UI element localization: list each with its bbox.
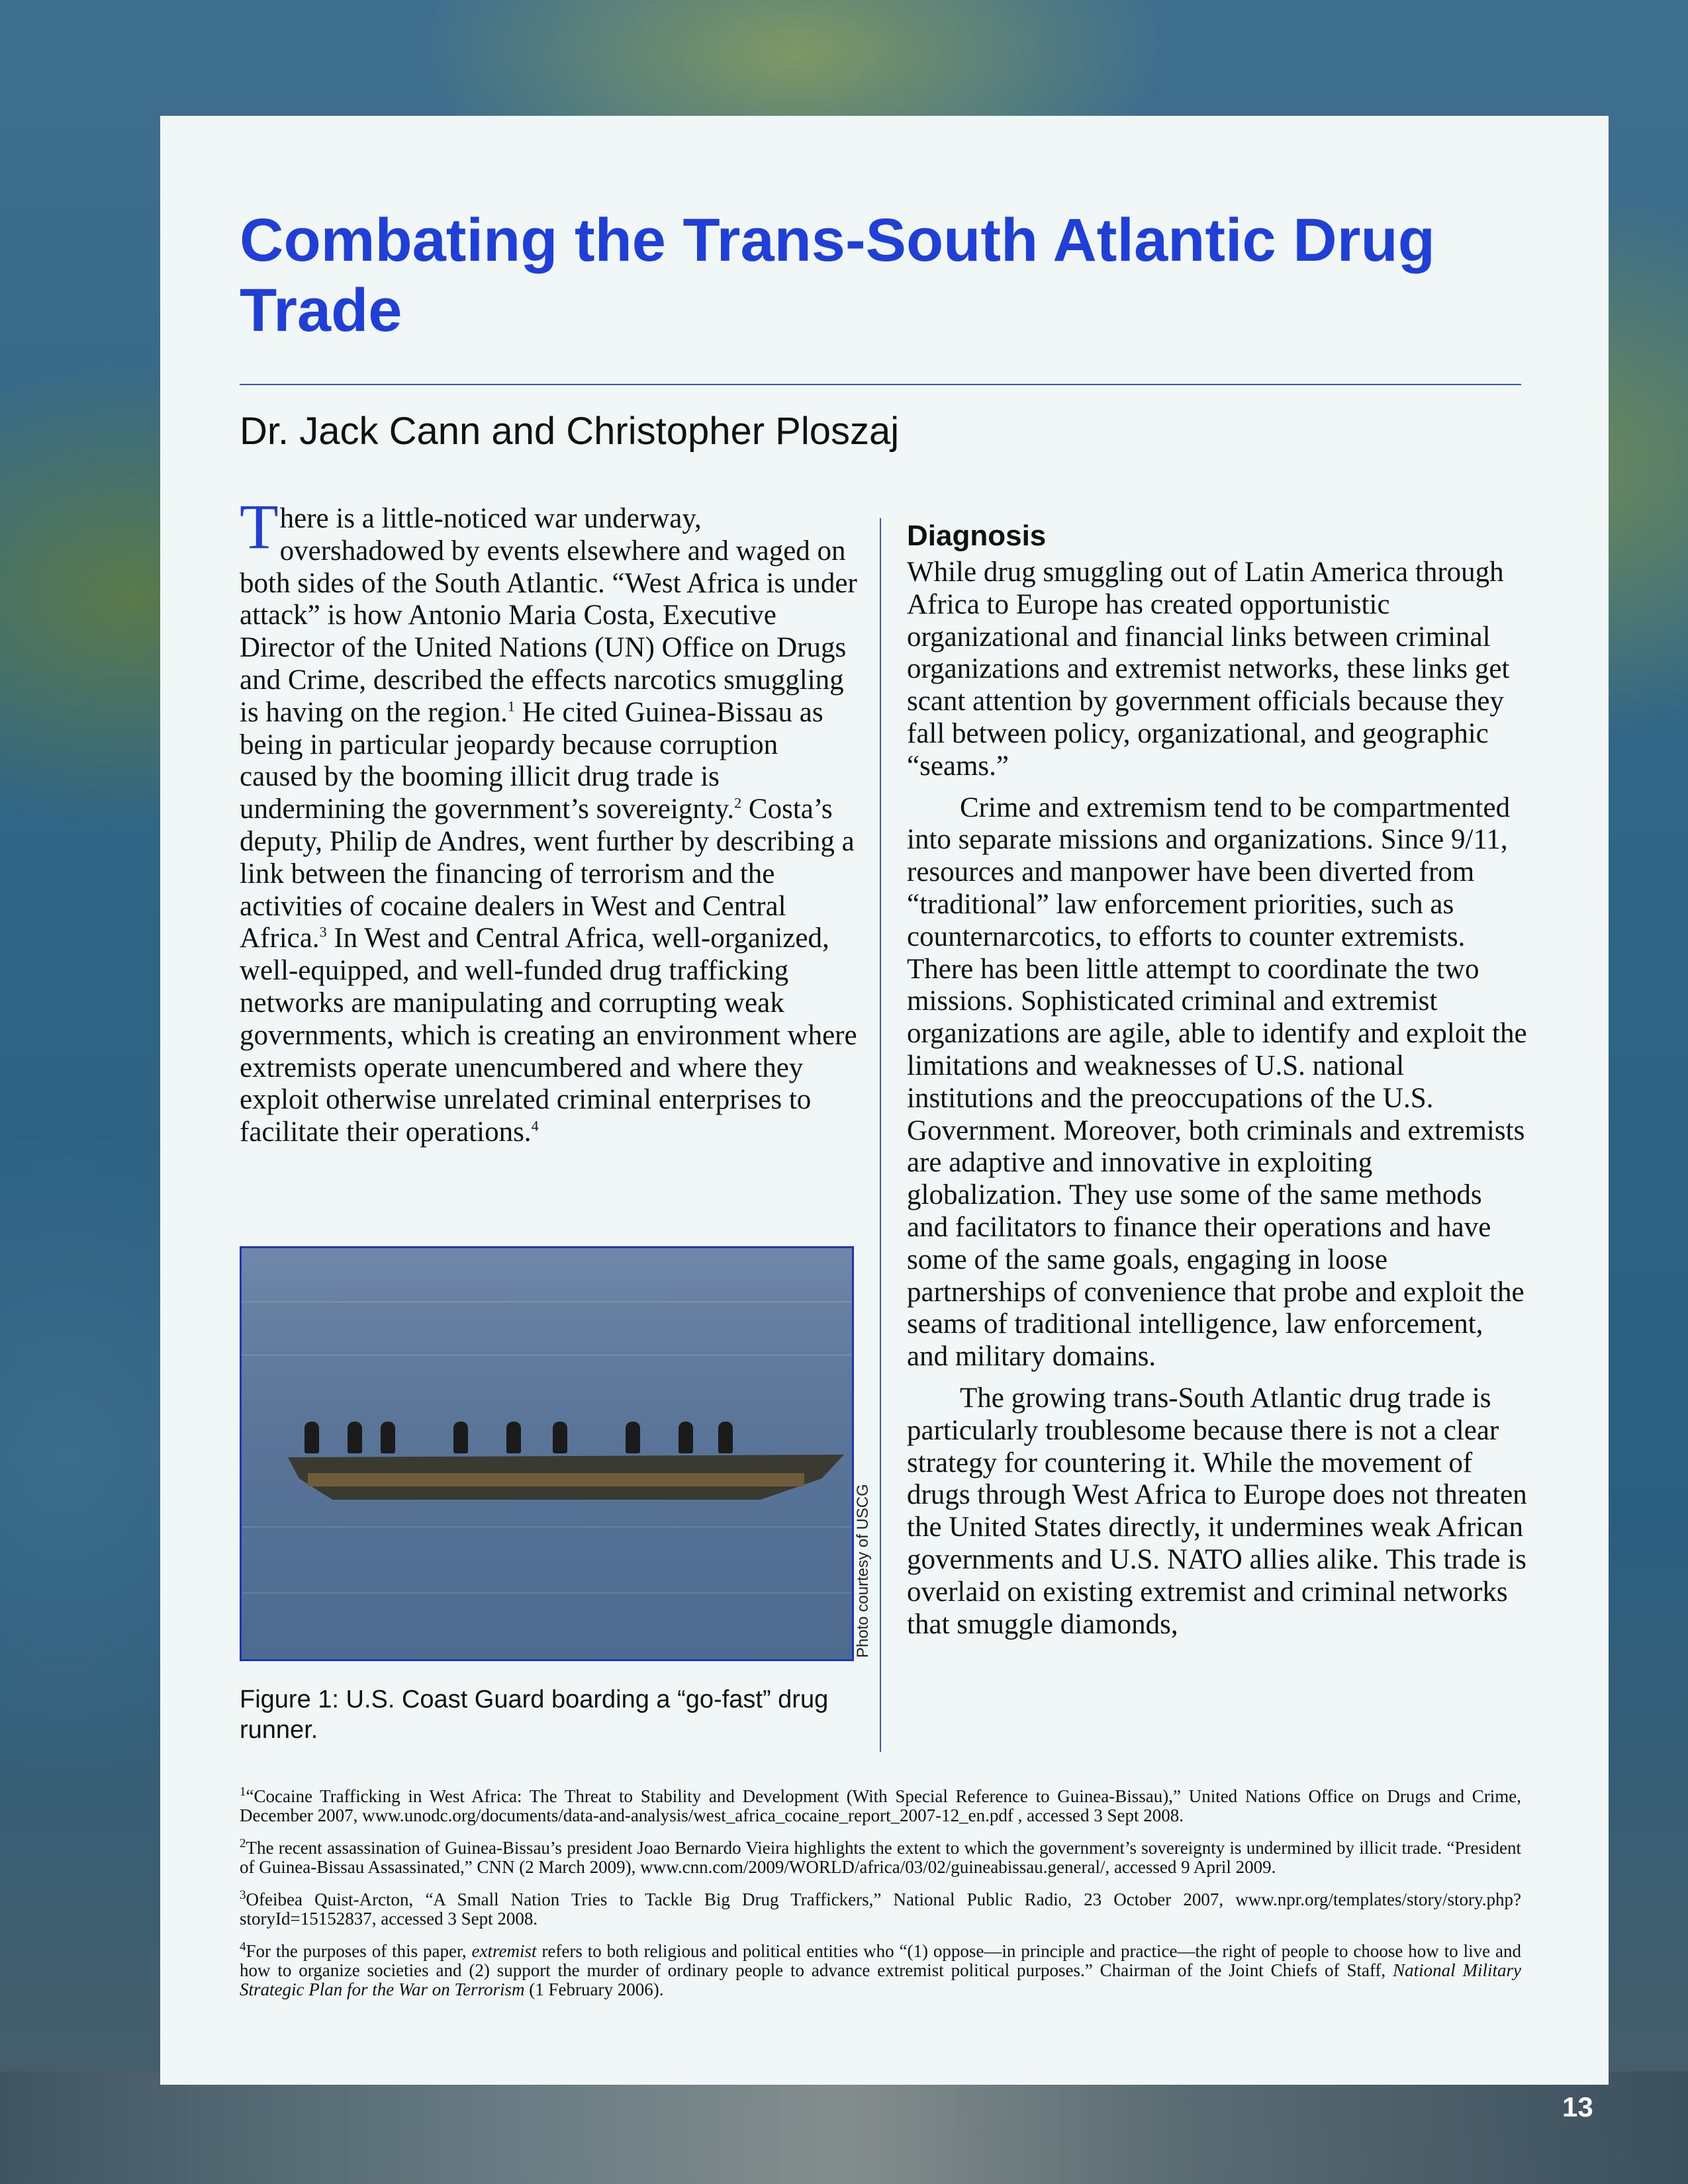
footnote-text: The recent assassination of Guinea-Bissau’s president Joao Bernardo Vieira highlights the extent to which the government’s sovereignty is undermined by illicit trade. “President of Guinea-Bissau Assassinated,” CNN (2 March 2009), www.cnn.com/2009/WORLD/africa/03/02/guineabissau.general/, accessed 9 April 2009.: [240, 1838, 1521, 1877]
background-photo-strip: [0, 2071, 1688, 2184]
article-title: Combating the Trans-South Atlantic Drug Trade: [240, 206, 1435, 344]
figure-caption: Figure 1: U.S. Coast Guard boarding a “go-fast” drug runner.: [240, 1686, 829, 1744]
body-paragraph: While drug smuggling out of Latin America through Africa to Europe has created opportunistic organizational and financial links between criminal organizations and extremist networks, these links get scant attention by government officials because they fall between policy, organizational, and geographic “seams.”: [907, 557, 1510, 782]
drop-cap: T: [240, 491, 279, 562]
footnote: [240, 1787, 1521, 1825]
crew-figure: [718, 1422, 733, 1453]
section-heading: Diagnosis: [907, 520, 1047, 552]
footnote: [240, 1942, 1521, 1999]
footnote-number: 4: [240, 1940, 246, 1954]
footnote-ref[interactable]: 1: [507, 698, 515, 715]
footnote: [240, 1890, 1521, 1929]
footnote-emphasis: National Military Strategic Plan for the War on Terrorism: [240, 1960, 1521, 1999]
crew-figure: [626, 1422, 640, 1453]
authors: Dr. Jack Cann and Christopher Ploszaj: [240, 410, 900, 453]
footnote-text: Ofeibea Quist-Arcton, “A Small Nation Tries to Tackle Big Drug Traffickers,” National Public Radio, 23 October 2007, www.npr.org/templates/story/story.php?storyId=15152837, accessed 3 Sept 2008.: [240, 1889, 1521, 1929]
intro-text: He cited Guinea-Bissau as being in particular jeopardy because corruption caused by the booming illicit drug trade is undermining the government’s sovereignty.: [240, 696, 823, 825]
column-divider: [880, 518, 881, 1752]
footnote-ref[interactable]: 4: [531, 1117, 539, 1134]
diagnosis-column: [907, 518, 1529, 1650]
photo-credit: Photo courtesy of USCG: [854, 1484, 872, 1658]
crew-figure: [381, 1422, 395, 1453]
crew-figure: [553, 1422, 567, 1453]
crew-figure: [679, 1422, 693, 1453]
crew-figure: [305, 1422, 319, 1453]
body-paragraph: The growing trans-South Atlantic drug trade is particularly troublesome because there is not a clear strategy for countering it. While the movement of drugs through West Africa to Europe does not threaten the United States directly, it undermines weak African governments and U.S. NATO allies alike. This trade is overlaid on existing extremist and criminal networks that smuggle diamonds,: [907, 1382, 1527, 1640]
boat-hull: [308, 1473, 804, 1486]
footnotes: [240, 1787, 1521, 2013]
body-paragraph: Crime and extremism tend to be compartmented into separate missions and organizations. Since 9/11, resources and manpower have been diverted from “traditional” law enforcement priorities, such as counternarcotics, to efforts to counter extremists. There has been little attempt to coordinate the two missions. Sophisticated criminal and extremist organizations are agile, able to identify and exploit the limitations and weaknesses of U.S. national institutions and the preoccupations of the U.S. Government. Moreover, both criminals and extremists are adaptive and innovative in exploiting globalization. They use some of the same methods and facilitators to finance their operations and have some of the same goals, engaging in loose partnerships of convenience that probe and exploit the seams of traditional intelligence, law enforcement, and military domains.: [907, 792, 1527, 1373]
footnote-emphasis: extremist: [471, 1941, 537, 1961]
page-number: 13: [1562, 2091, 1593, 2122]
footnote-ref[interactable]: 2: [734, 794, 742, 811]
boat-photo: [240, 1246, 854, 1661]
footnote-number: 1: [240, 1785, 246, 1799]
intro-text: In West and Central Africa, well-organized, well-equipped, and well-funded drug trafficking networks are manipulating and corrupting weak governments, which is creating an environment where extremists operate unencumbered and where they exploit otherwise unrelated criminal enterprises to facilitate their operations.: [240, 923, 857, 1148]
footnote-ref[interactable]: 3: [319, 924, 327, 941]
crew-figure: [453, 1422, 468, 1453]
title-rule: [240, 384, 1521, 385]
footnote-number: 3: [240, 1888, 246, 1902]
crew-figure: [348, 1422, 362, 1453]
intro-text: here is a little-noticed war underway, overshadowed by events elsewhere and waged on both sides of the South Atlantic. “West Africa is under attack” is how Antonio Maria Costa, Executive Director of the United Nations (UN) Office on Drugs and Crime, described the effects narcotics smuggling is having on the region.: [240, 503, 857, 728]
intro-column: [240, 491, 862, 1149]
footnote-text: “Cocaine Trafficking in West Africa: The Threat to Stability and Development (With Special Reference to Guinea-Bissau),” United Nations Office on Drugs and Crime, December 2007, www.unodc.org/documents/data-and-analysis/west_africa_cocaine_report_2007-12_en.pdf , accessed 3 Sept 2008.: [240, 1786, 1521, 1825]
footnote-text: refers to both religious and political entities who “(1) oppose—in principle and practice—the right of people to choose how to live and how to organize societies and (2) support the murder of ordinary people to advance extremist political purposes.” Chairman of the Joint Chiefs of Staff,: [240, 1941, 1521, 1980]
footnote-number: 2: [240, 1837, 246, 1850]
footnote: [240, 1839, 1521, 1877]
footnote-text: (1 February 2006).: [524, 1979, 664, 1999]
intro-paragraph: [240, 491, 862, 1149]
footnote-text: For the purposes of this paper,: [246, 1941, 472, 1961]
intro-text: Costa’s deputy, Philip de Andres, went further by describing a link between the financing of terrorism and the activities of cocaine dealers in West and Central Africa.: [240, 794, 855, 954]
crew-figure: [506, 1422, 521, 1453]
